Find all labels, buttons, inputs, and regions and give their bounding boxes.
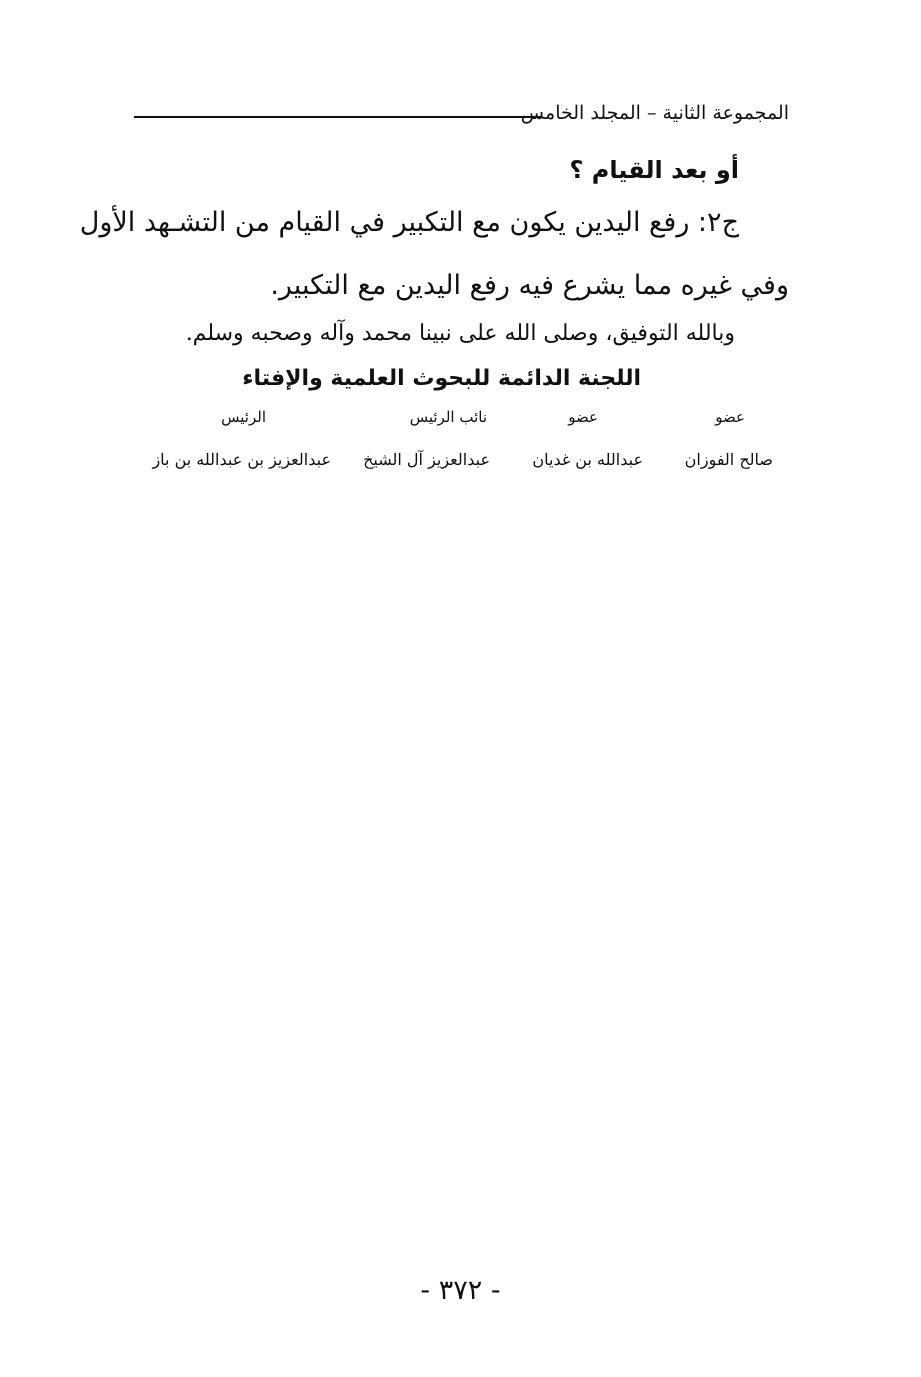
committee-title: اللجنة الدائمة للبحوث العلمية والإفتاء [242, 366, 641, 391]
running-header [134, 102, 789, 136]
member-role-4: الرئيس [221, 408, 266, 426]
member-role-3: نائب الرئيس [409, 408, 487, 426]
member-name-1: صالح الفوزان [684, 450, 773, 469]
answer-line-1: ج٢: رفع اليدين يكون مع التكبير في القيام من التشـهد الأول [79, 207, 739, 238]
page-number: - ٣٧٢ - [420, 1275, 501, 1306]
question-end: أو بعد القيام ؟ [569, 156, 739, 184]
member-role-2: عضو [568, 408, 598, 426]
member-role-1: عضو [715, 408, 745, 426]
member-name-4: عبدالعزيز بن عبدالله بن باز [152, 450, 331, 469]
member-name-3: عبدالعزيز آل الشيخ [363, 450, 490, 469]
header-title: المجموعة الثانية – المجلد الخامس [520, 102, 789, 124]
answer-line-2: وفي غيره مما يشرع فيه رفع اليدين مع التكبير. [270, 270, 789, 301]
member-name-2: عبدالله بن غديان [532, 450, 643, 469]
header-rule [134, 116, 541, 118]
closing-prayer: وبالله التوفيق، وصلى الله على نبينا محمد وآله وصحبه وسلم. [185, 321, 735, 346]
